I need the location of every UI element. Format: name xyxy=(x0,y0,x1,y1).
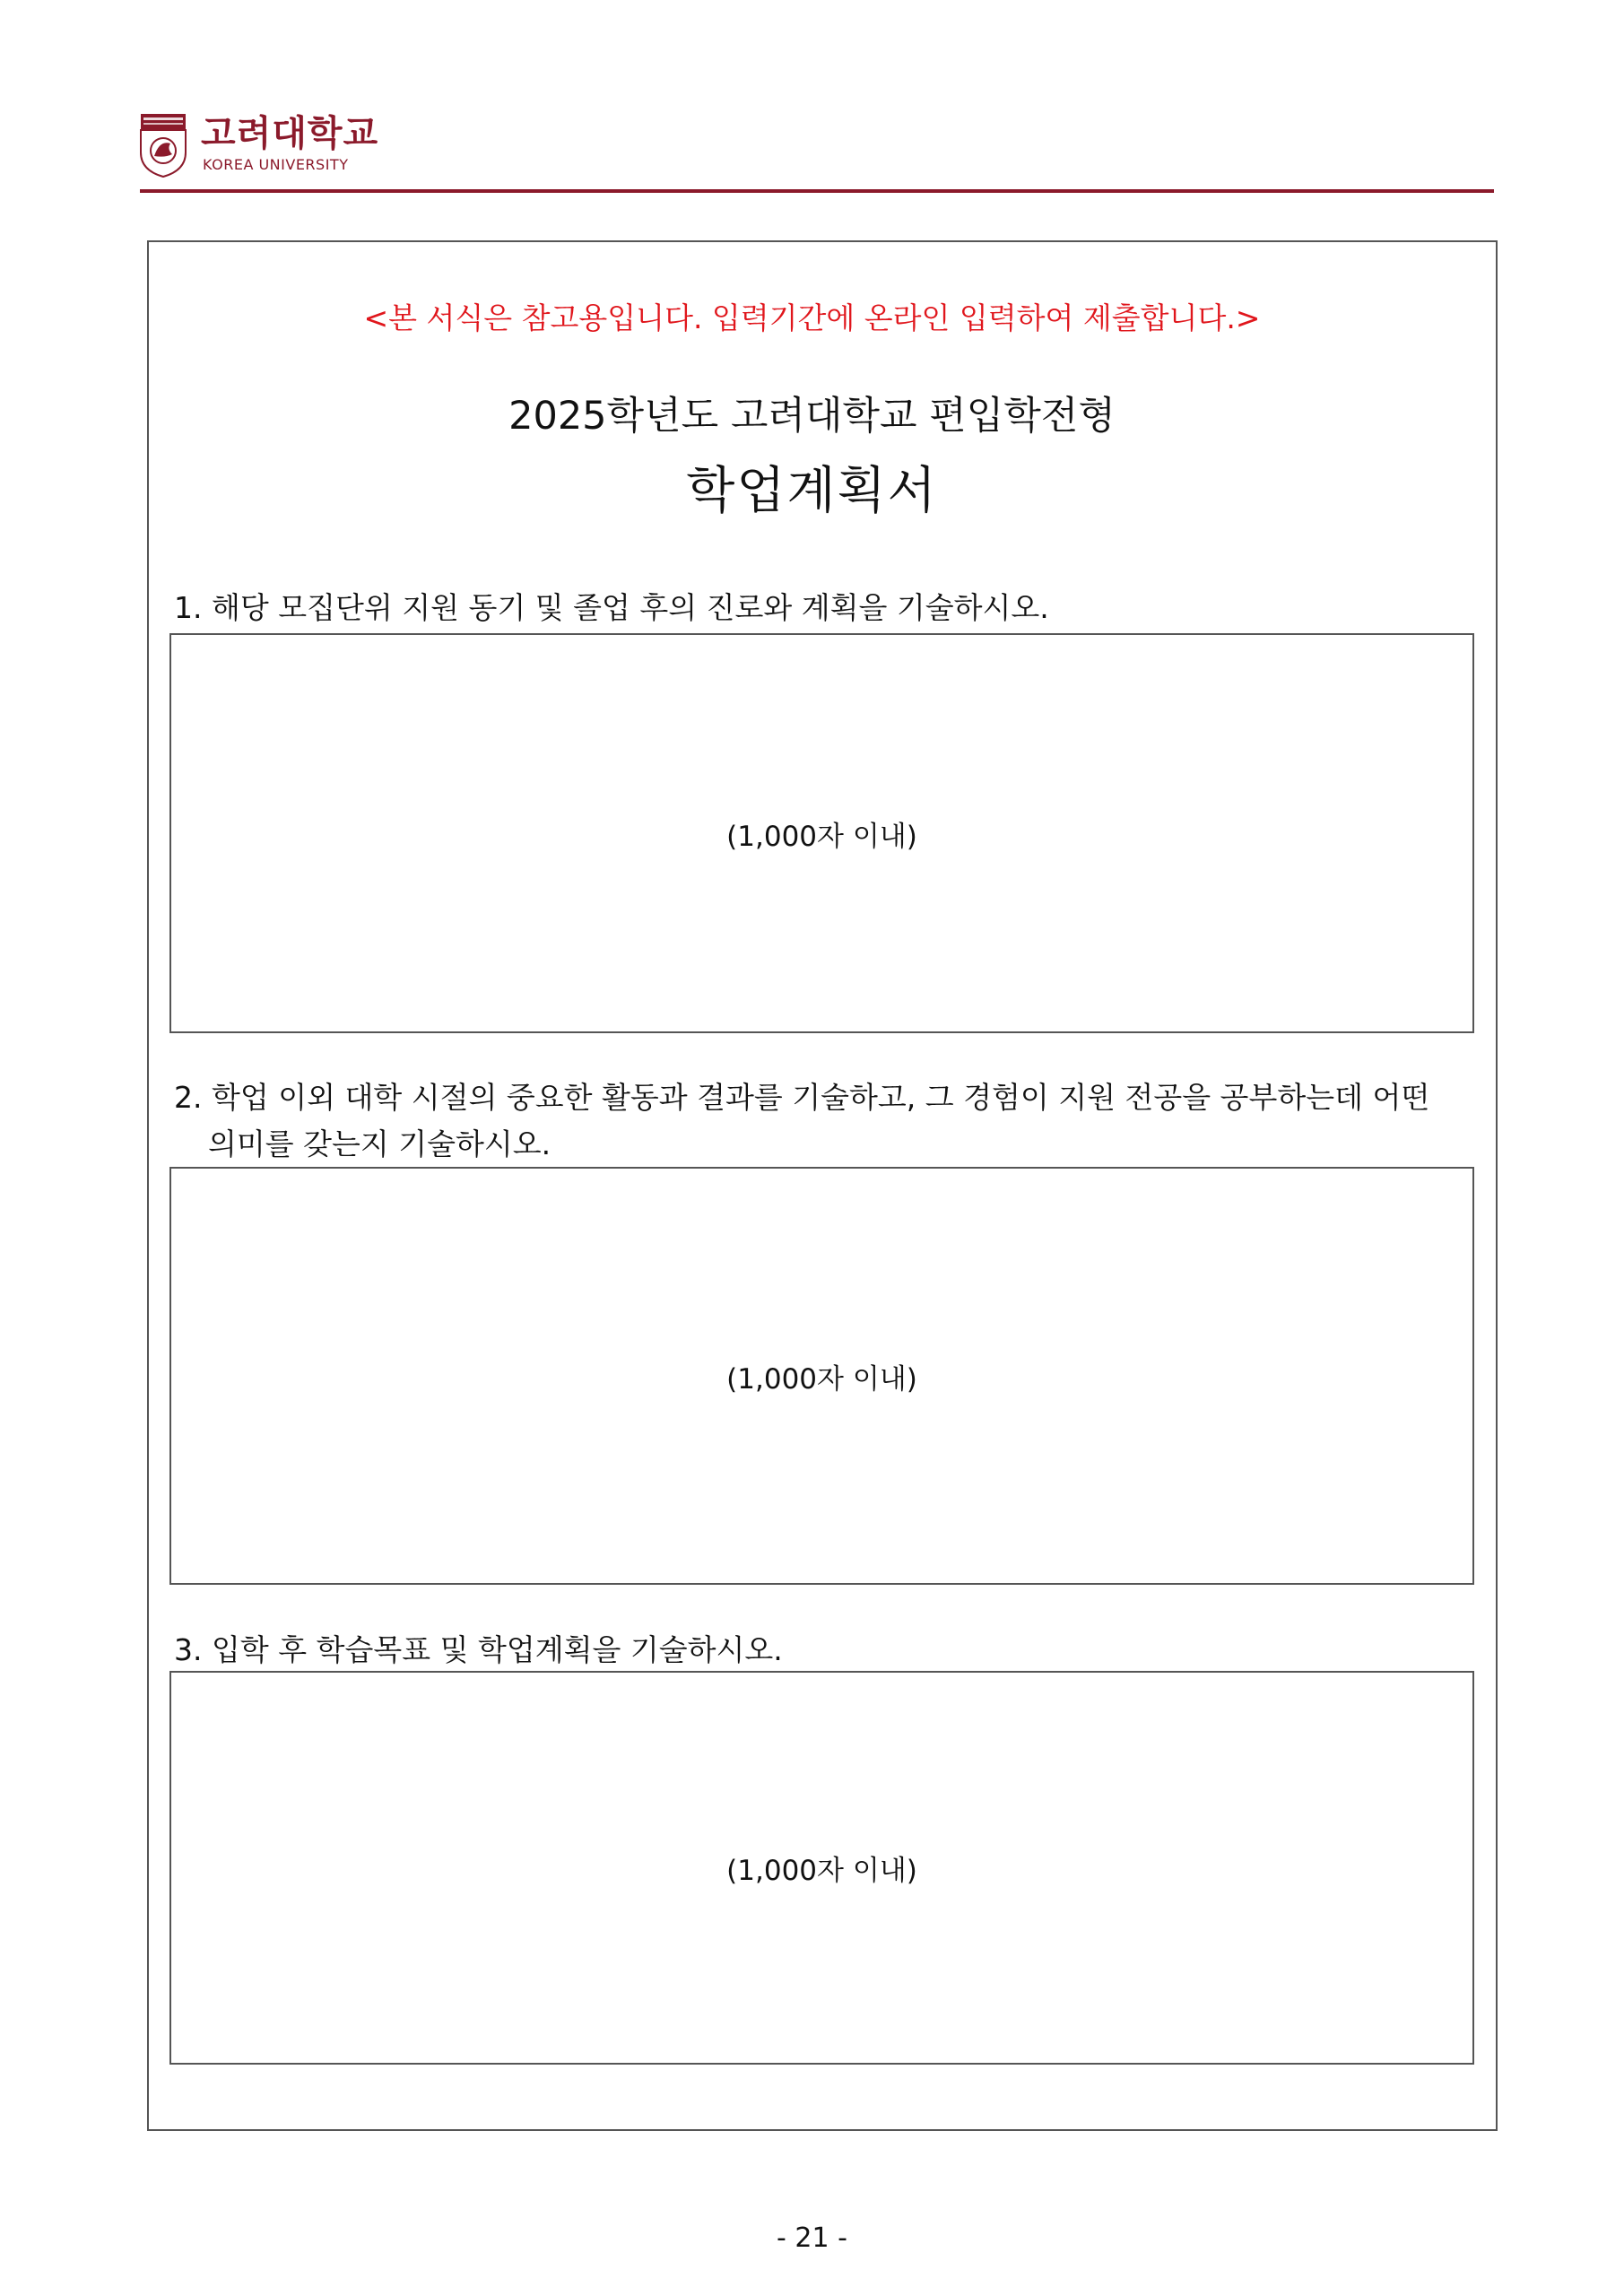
university-logo xyxy=(140,113,1494,185)
question-1-text: 1. 해당 모집단위 지원 동기 및 졸업 후의 진로와 계획을 기술하시오. xyxy=(174,590,1049,625)
question-3-text: 3. 입학 후 학습목표 및 학업계획을 기술하시오. xyxy=(174,1632,783,1667)
university-emblem-icon xyxy=(140,113,187,178)
answer-1-limit: (1,000자 이내) xyxy=(726,820,917,853)
logo-korean-name: 고려대학교 xyxy=(201,113,379,154)
question-2-text-line1: 2. 학업 이외 대학 시절의 중요한 활동과 결과를 기술하고, 그 경험이 지원 전공을 공부하는데 어떤 xyxy=(174,1080,1430,1115)
answer-box-1[interactable] xyxy=(169,633,1474,1033)
question-1 xyxy=(174,585,1483,631)
answer-2-limit: (1,000자 이내) xyxy=(726,1362,917,1396)
answer-box-2[interactable] xyxy=(169,1167,1474,1585)
question-2 xyxy=(174,1074,1483,1168)
answer-box-3[interactable] xyxy=(169,1671,1474,2065)
header-divider xyxy=(140,189,1494,193)
logo-english-name: KOREA UNIVERSITY xyxy=(203,156,349,173)
reference-notice: <본 서식은 참고용입니다. 입력기간에 온라인 입력하여 제출합니다.> xyxy=(363,300,1261,335)
page-number: - 21 - xyxy=(777,2222,847,2254)
question-2-text-line2: 의미를 갖는지 기술하시오. xyxy=(208,1126,551,1161)
form-subtitle: 2025학년도 고려대학교 편입학전형 xyxy=(508,394,1116,439)
answer-3-limit: (1,000자 이내) xyxy=(726,1855,917,1887)
question-3 xyxy=(174,1627,1483,1674)
form-title: 학업계획서 xyxy=(686,462,938,520)
